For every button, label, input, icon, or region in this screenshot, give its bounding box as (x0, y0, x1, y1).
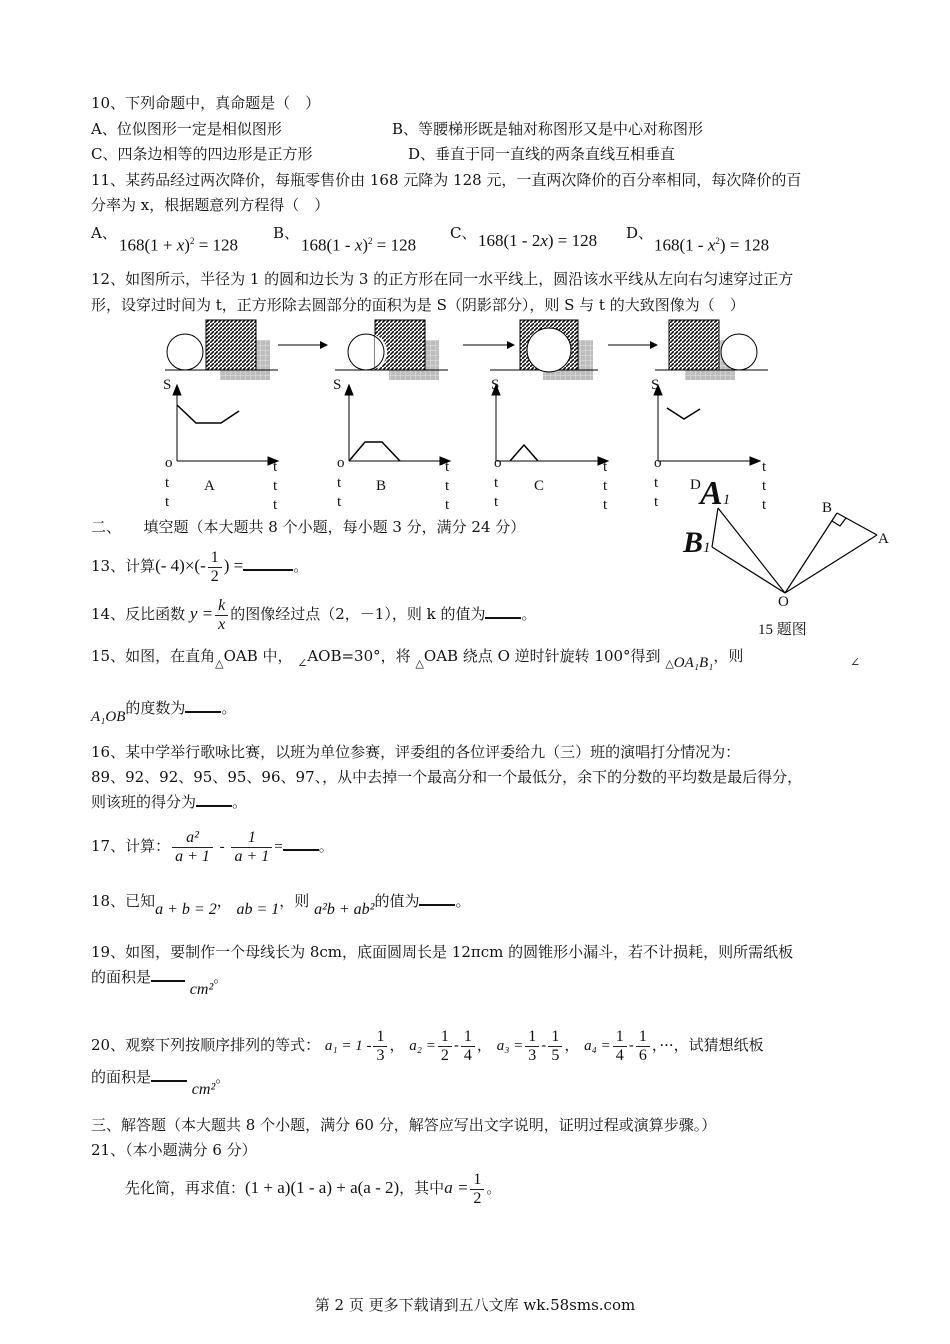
q11-option-d-label: D、 (626, 224, 654, 242)
graph-c-t3: t (603, 478, 608, 494)
graph-c-t4: t (603, 497, 608, 513)
graph-a-t2: t (165, 494, 170, 510)
q15-line2: A₁OB的度数为 。 (91, 699, 237, 725)
graph-a-letter: A (204, 478, 215, 494)
graph-b-letter: B (376, 478, 387, 494)
graph-c-axes (492, 385, 608, 465)
graph-d-t1: t (654, 475, 659, 491)
q18: 18、已知a + b = 2， ab = 1，则 a²b + ab²的值为 。 (91, 892, 471, 918)
q16-line2: 89、92、92、95、95、96、97、，从中去掉一个最高分和一个最低分，余下的分数的平均数是最后得分， (91, 768, 803, 786)
graph-d-t3: t (762, 478, 767, 494)
fig15-b-label: B (822, 500, 833, 516)
q11-option-b-expr: 168(1 - x)$^2$ = 128 (301, 235, 417, 255)
q11-option-c-label: C、 (450, 224, 477, 242)
graph-d-t4: t (762, 497, 767, 513)
q19-line2: 的面积是 cm²。 (91, 968, 229, 998)
q14: 14、反比函数 y = $\frac{k}{x}$ 的图像经过点（2，－1），则 k 的值为 。 (91, 596, 537, 633)
fig15-b1-label: B1 (683, 526, 711, 559)
graph-b-t-label: t (445, 459, 450, 475)
graph-a-t4: t (273, 497, 278, 513)
q20-line2: 的面积是 cm²。 (91, 1068, 231, 1098)
graph-a-t1: t (165, 475, 170, 491)
fig15-caption: 15 题图 (758, 622, 807, 638)
q20-line1: 20、观察下列按顺序排列的等式： a₁ = 1 - $\frac{1}{3}$ ， a₂ = $\frac{1}{2}$ - $\frac{1}{4}$ ， a₃ = $\frac{1}{3}$ - $\frac{1}{5}$ ， a₄ = $\frac{1}{4}$ - $\frac{1}{6}$ ，···，试猜想纸板 (91, 1027, 764, 1064)
graph-c-origin: o (494, 455, 502, 471)
graph-d-axes (654, 385, 760, 465)
q13: 13、计算(- 4)×(- $\frac{1}{2}$ ) = 。 (91, 548, 309, 585)
q15-angle-symbol: ∠ (850, 655, 861, 669)
fig15-o-label: O (778, 594, 789, 610)
graph-c-t1: t (494, 475, 499, 491)
page-footer: 第 2 页 更多下载请到五八文库 wk.58sms.com (314, 1296, 636, 1314)
stage-1 (165, 320, 278, 380)
q13-answer-blank[interactable] (243, 555, 293, 571)
fig15-a1-label: A1 (700, 475, 731, 512)
q11-option-a-label: A、 (91, 224, 117, 242)
fig15-a-label: A (878, 531, 889, 547)
q18-answer-blank[interactable] (419, 890, 455, 906)
graph-b-origin: o (337, 455, 345, 471)
graph-a-origin: o (165, 455, 173, 471)
q19-answer-blank[interactable] (151, 966, 185, 982)
q10-stem: 10、下列命题中，真命题是（ ） (91, 94, 321, 112)
q12-line2: 形，设穿过时间为 t，正方形除去圆部分的面积为是 S（阴影部分），则 S 与 t 的大致图像为（ ） (91, 296, 745, 314)
q10-option-d: D、垂直于同一直线的两条直线互相垂直 (408, 145, 676, 163)
graph-c-t-label: t (603, 459, 608, 475)
graph-d-s-label: S (651, 377, 660, 393)
graph-b-t1: t (337, 475, 342, 491)
graph-a-s-label: S (163, 377, 172, 393)
q20-answer-blank[interactable] (151, 1066, 187, 1082)
graph-d-t2: t (654, 494, 659, 510)
q10-option-b: B、等腰梯形既是轴对称图形又是中心对称图形 (392, 120, 704, 138)
q12-line1: 12、如图所示，半径为 1 的圆和边长为 3 的正方形在同一水平线上，圆沿该水平线从左向右匀速穿过正方 (91, 270, 794, 288)
graph-b-t4: t (445, 497, 450, 513)
graph-b-s-label: S (333, 377, 342, 393)
graph-c-letter: C (534, 478, 545, 494)
graph-d-t-label: t (762, 459, 767, 475)
q11-option-c-expr: 168(1 - 2x) = 128 (478, 231, 598, 250)
section-3-heading: 三、解答题（本大题共 8 个小题，满分 60 分，解答应写出文字说明，证明过程或演算步骤。） (91, 1116, 717, 1134)
q15-line1: 15、如图，在直角$_\triangle$OAB 中， $_\angle$AOB=30°，将 $_\triangle$OAB 绕点 O 逆时针旋转 100°得到 $_\triangle$OA₁B₁，则 (91, 647, 744, 671)
q11-option-b-label: B、 (273, 224, 300, 242)
graph-d-letter: D (690, 477, 701, 493)
graph-c-t2: t (494, 494, 499, 510)
q11-line1: 11、某药品经过两次降价，每瓶零售价由 168 元降为 128 元，一直两次降价的百分率相同，每次降价的百 (91, 171, 802, 189)
q15-answer-blank[interactable] (185, 697, 221, 713)
stage-4 (655, 320, 768, 380)
graph-b-t2: t (337, 494, 342, 510)
graph-d-origin: o (654, 455, 662, 471)
q17-answer-blank[interactable] (283, 835, 319, 851)
q10-option-c: C、四条边相等的四边形是正方形 (91, 145, 313, 163)
q11-option-d-expr: $168(1 - x^2) = 128$ (654, 235, 770, 255)
q19-line1: 19、如图，要制作一个母线长为 8cm，底面圆周长是 12πcm 的圆锥形小漏斗，若不计损耗，则所需纸板 (91, 943, 794, 961)
q14-answer-blank[interactable] (485, 603, 521, 619)
q11-option-a-expr: $168(1 + x)^2 = 128$ (119, 235, 239, 255)
q21-body: 先化简，再求值：(1 + a)(1 - a) + a(a - 2)，其中a = $\frac{1}{2}$ 。 (125, 1170, 502, 1207)
q17: 17、计算： $\frac{\text{a²}}{a + 1}$ - $\frac{1}{a + 1}$ = 。 (91, 828, 334, 865)
section-2-heading: 二、 填空题（本大题共 8 个小题，每小题 3 分，满分 24 分） (91, 518, 526, 536)
q16-answer-blank[interactable] (196, 791, 232, 807)
stage-2 (335, 320, 448, 380)
graph-b-t3: t (445, 478, 450, 494)
q21-title: 21、（本小题满分 6 分） (91, 1141, 257, 1159)
graph-a-axes (173, 385, 278, 465)
q16-line1: 16、某中学举行歌咏比赛，以班为单位参赛，评委组的各位评委给九（三）班的演唱打分情况为： (91, 743, 741, 761)
q11-line2: 分率为 x，根据题意列方程得（ ） (91, 196, 330, 214)
q10-option-a: A、位似图形一定是相似图形 (91, 120, 282, 138)
graph-b-axes (345, 385, 450, 465)
graph-c-s-label: S (491, 377, 500, 393)
stage-3 (490, 320, 598, 380)
graph-a-t3: t (273, 478, 278, 494)
q16-line3: 则该班的得分为 。 (91, 793, 248, 811)
graph-a-t-label: t (273, 459, 278, 475)
